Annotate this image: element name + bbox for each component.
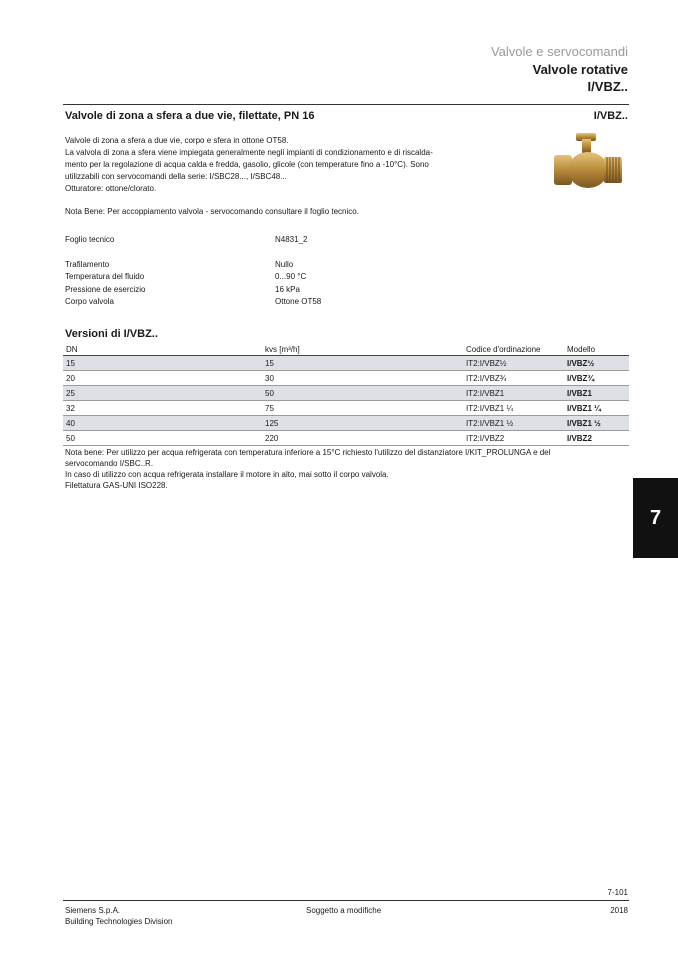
top-divider: [63, 104, 629, 105]
note-line: In caso di utilizzo con acqua refrigerata installare il motore in alto, mai sotto il corpo valvola.: [65, 470, 389, 479]
footer-year: 2018: [610, 906, 628, 915]
coupling-note: Nota Bene: Per accoppiamento valvola - servocomando consultare il foglio tecnico.: [65, 207, 359, 216]
cell-model: I/VBZ1: [564, 386, 629, 401]
description-line: utilizzabili con servocomandi della serie: I/SBC28..., I/SBC48...: [65, 172, 287, 181]
section-code: I/VBZ..: [593, 110, 628, 122]
usage-notes: [65, 447, 625, 491]
cell-dn: 25: [63, 386, 262, 401]
cell-model: I/VBZ¾: [564, 371, 629, 386]
cell-dn: 15: [63, 356, 262, 371]
spec-label: Temperatura del fluido: [65, 272, 145, 281]
spec-label: Pressione de esercizio: [65, 285, 146, 294]
cell-model: I/VBZ1 ¼: [564, 401, 629, 416]
cell-model: I/VBZ2: [564, 431, 629, 446]
spec-value: Ottone OT58: [275, 297, 322, 306]
table-row: [63, 356, 629, 371]
footer-company: Siemens S.p.A.: [65, 906, 121, 915]
spec-value: 16 kPa: [275, 285, 300, 294]
cell-dn: 20: [63, 371, 262, 386]
description-line: mento per la regolazione di acqua calda e fredda, gasolio, glicole (con temperature fino a -10°C). Sono: [65, 160, 429, 169]
table-row: [63, 386, 629, 401]
spec-value: 0...90 °C: [275, 272, 307, 281]
cell-dn: 32: [63, 401, 262, 416]
section-title: Valvole di zona a sfera a due vie, filettate, PN 16: [65, 110, 315, 122]
cell-kvs: 220: [262, 431, 463, 446]
versions-table: [63, 343, 629, 446]
table-row: [63, 371, 629, 386]
spec-label: Trafilamento: [65, 260, 110, 269]
header-category: Valvole e servocomandi: [490, 44, 628, 59]
cell-kvs: 30: [262, 371, 463, 386]
chapter-tab: 7: [633, 478, 678, 558]
cell-order-code: IT2:I/VBZ¾: [463, 371, 564, 386]
cell-model: I/VBZ½: [564, 356, 629, 371]
page-number: 7-101: [607, 888, 628, 897]
cell-kvs: 50: [262, 386, 463, 401]
bottom-divider: [63, 900, 629, 901]
footer-disclaimer: Soggetto a modifiche: [306, 906, 382, 915]
header-product-code: I/VBZ..: [587, 79, 628, 94]
col-header-dn: DN: [63, 343, 262, 356]
col-header-kvs: kvs [m³/h]: [262, 343, 463, 356]
cell-dn: 40: [63, 416, 262, 431]
note-line: servocomando I/SBC..R.: [65, 459, 154, 468]
cell-order-code: IT2:I/VBZ2: [463, 431, 564, 446]
table-row: [63, 401, 629, 416]
product-description: [65, 135, 505, 195]
spec-label: Foglio tecnico: [65, 235, 115, 244]
description-line: La valvola di zona a sfera viene impiegata generalmente negli impianti di condizionamento e di riscalda-: [65, 148, 433, 157]
valve-product-image: [550, 127, 628, 207]
footer-division: Building Technologies Division: [65, 917, 173, 926]
spec-label: Corpo valvola: [65, 297, 114, 306]
cell-order-code: IT2:I/VBZ1 ¼: [463, 401, 564, 416]
cell-dn: 50: [63, 431, 262, 446]
versions-title: Versioni di I/VBZ..: [65, 328, 158, 340]
cell-model: I/VBZ1 ½: [564, 416, 629, 431]
cell-kvs: 15: [262, 356, 463, 371]
spec-value: Nullo: [275, 260, 294, 269]
header-subcategory: Valvole rotative: [532, 62, 628, 77]
col-header-model: Modello: [564, 343, 629, 356]
cell-order-code: IT2:I/VBZ1: [463, 386, 564, 401]
table-row: [63, 416, 629, 431]
note-line: Filettatura GAS-UNI ISO228.: [65, 481, 168, 490]
note-line: Nota bene: Per utilizzo per acqua refrigerata con temperatura inferiore a 15°C richiesto l'utilizzo del distanziatore I/KIT_PROLUNGA e del: [65, 448, 551, 457]
description-line: Valvole di zona a sfera a due vie, corpo e sfera in ottone OT58.: [65, 136, 289, 145]
cell-kvs: 75: [262, 401, 463, 416]
cell-order-code: IT2:I/VBZ½: [463, 356, 564, 371]
spec-value: N4831_2: [275, 235, 308, 244]
cell-order-code: IT2:I/VBZ1 ½: [463, 416, 564, 431]
cell-kvs: 125: [262, 416, 463, 431]
table-row: [63, 431, 629, 446]
col-header-order-code: Codice d'ordinazione: [463, 343, 564, 356]
description-line: Otturatore: ottone/clorato.: [65, 184, 157, 193]
table-header-row: [63, 343, 629, 356]
